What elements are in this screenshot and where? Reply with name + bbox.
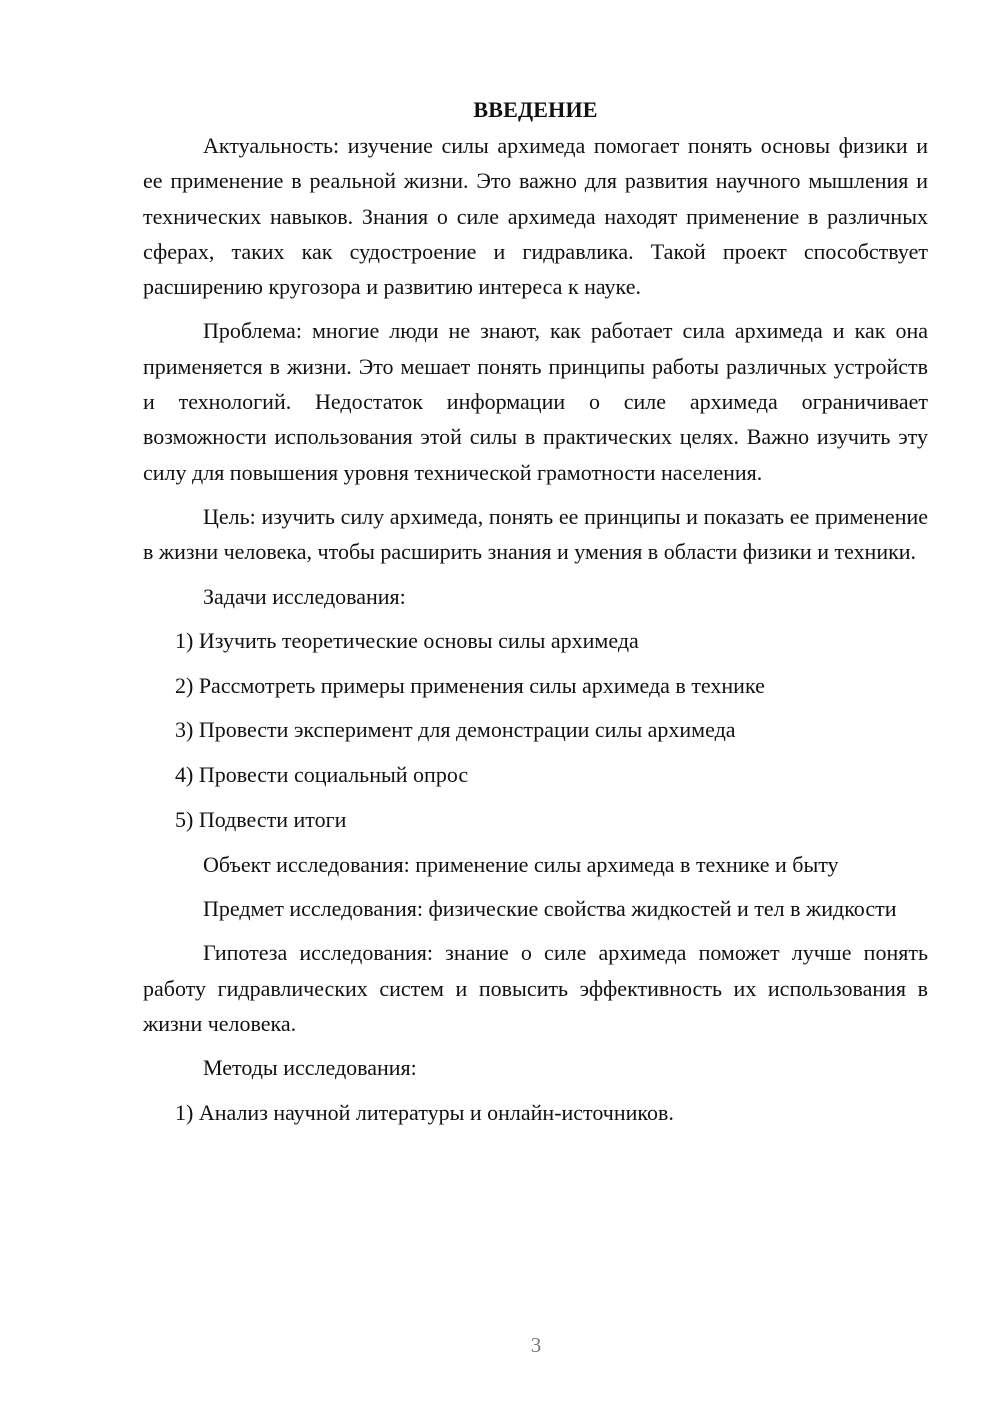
list-item: 5) Подвести итоги	[175, 807, 347, 833]
methods-heading: Методы исследования:	[203, 1055, 417, 1081]
tasks-list	[143, 623, 928, 837]
list-item: 1) Изучить теоретические основы силы архимеда	[175, 627, 639, 653]
problem-paragraph: Проблема: многие люди не знают, как работает сила архимеда и как она применяется в жизни. Это мешает понять принципы работы различных устройств и технологий. Недостаток информации о силе архимеда ограничивает возможности использования этой силы в практических целях. Важно изучить эту силу для повышения уровня технической грамотности населения.	[143, 318, 928, 485]
list-item: 1) Анализ научной литературы и онлайн-источников.	[175, 1099, 674, 1125]
object-paragraph: Объект исследования: применение силы архимеда в технике и быту	[203, 851, 839, 877]
page-title: ВВЕДЕНИЕ	[473, 97, 598, 122]
goal-paragraph: Цель: изучить силу архимеда, понять ее принципы и показать ее применение в жизни человека, чтобы расширить знания и умения в области физики и техники.	[143, 503, 928, 565]
list-item: 4) Провести социальный опрос	[175, 762, 469, 788]
list-item: 3) Провести эксперимент для демонстрации силы архимеда	[175, 717, 736, 743]
page-number: 3	[530, 1333, 542, 1357]
list-item: 2) Рассмотреть примеры применения силы архимеда в технике	[175, 672, 765, 698]
document-page	[143, 92, 928, 1139]
tasks-heading: Задачи исследования:	[203, 583, 406, 609]
methods-list	[143, 1095, 928, 1130]
subject-paragraph: Предмет исследования: физические свойства жидкостей и тел в жидкости	[203, 896, 897, 922]
relevance-paragraph: Актуальность: изучение силы архимеда помогает понять основы физики и ее применение в реальной жизни. Это важно для развития научного мышления и технических навыков. Знания о силе архимеда находят применение в различных сферах, таких как судостроение и гидравлика. Такой проект способствует расширению кругозора и развитию интереса к науке.	[143, 133, 928, 300]
hypothesis-paragraph: Гипотеза исследования: знание о силе архимеда поможет лучше понять работу гидравлических систем и повысить эффективность их использования в жизни человека.	[143, 940, 928, 1037]
